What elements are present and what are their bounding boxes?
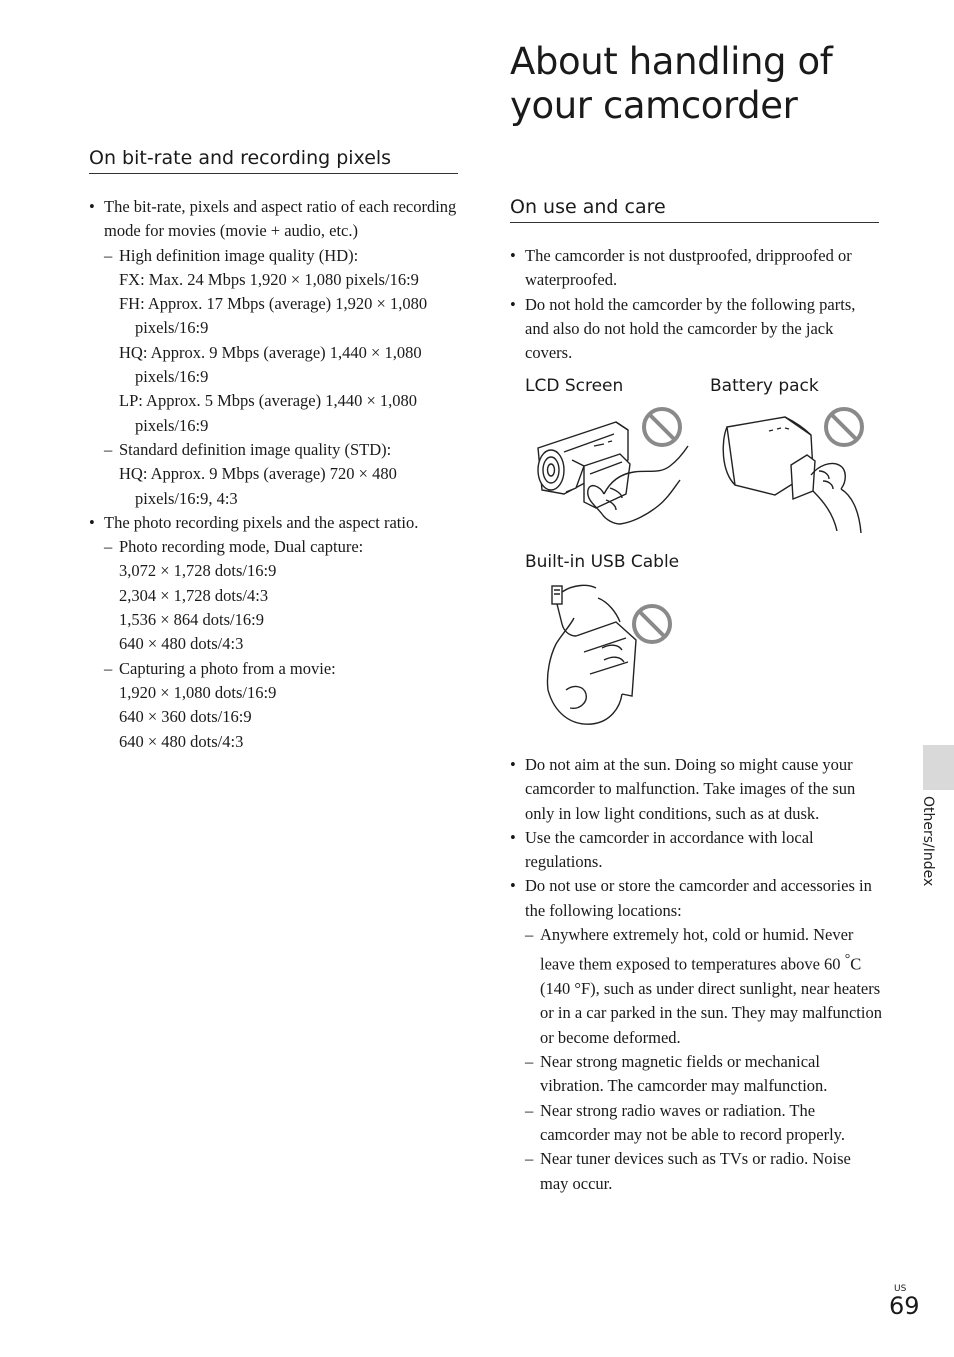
list-item: [89, 511, 461, 754]
bit-rate-heading: On bit-rate and recording pixels: [89, 145, 458, 174]
list-item: • The camcorder is not dustproofed, dripproofed or waterproofed.: [510, 244, 880, 293]
hot-cold-text-a: Anywhere extremely hot, cold or humid. Never leave them exposed to temperatures above 60: [540, 925, 854, 974]
movie-line: 1,920 × 1,080 dots/16:9: [119, 682, 277, 702]
list-item: [104, 657, 461, 754]
list-item: [104, 244, 461, 438]
bit-rate-bullet-text: The bit-rate, pixels and aspect ratio of each recording mode for movies (movie + audio, etc.): [104, 197, 457, 241]
sub-list: [104, 535, 461, 754]
list-item: [89, 195, 461, 511]
photo-line: 640 × 480 dots/4:3: [119, 634, 244, 654]
battery-pack-label: Battery pack: [710, 376, 819, 396]
hd-line: FH: Approx. 17 Mbps (average) 1,920 × 1,080 pixels/16:9: [119, 294, 428, 338]
list-item: [104, 535, 461, 656]
list-item: – Near strong magnetic fields or mechanical vibration. The camcorder may malfunction.: [525, 1050, 882, 1099]
hd-line: FX: Max. 24 Mbps 1,920 × 1,080 pixels/16:9: [119, 269, 419, 289]
region-label: US: [894, 1284, 907, 1294]
list-item: – Near strong radio waves or radiation. The camcorder may not be able to record properly.: [525, 1099, 882, 1148]
list-item: • Do not aim at the sun. Doing so might cause your camcorder to malfunction. Take images of the sun only in low light conditions, such as at dusk.: [510, 753, 882, 826]
list-item: [525, 923, 882, 1050]
photo-line: 1,536 × 864 dots/16:9: [119, 610, 264, 630]
use-care-list-top: [510, 244, 880, 365]
prohibited-icon: [630, 602, 674, 646]
photo-bullet-text: The photo recording pixels and the aspect ratio.: [104, 512, 419, 532]
lcd-screen-label: LCD Screen: [525, 376, 624, 396]
movie-line: 640 × 480 dots/4:3: [119, 731, 244, 751]
use-care-list-bottom: [510, 753, 882, 1196]
photo-line: 2,304 × 1,728 dots/4:3: [119, 585, 269, 605]
list-item: [104, 438, 461, 511]
page-title-line-1: About handling of: [510, 40, 833, 83]
storage-bullet-text: Do not use or store the camcorder and accessories in the following locations:: [525, 876, 872, 920]
list-item: [510, 874, 882, 1195]
list-item: • Do not hold the camcorder by the following parts, and also do not hold the camcorder by the jack covers.: [510, 293, 880, 366]
prohibited-icon: [640, 405, 684, 449]
page-title-line-2: your camcorder: [510, 84, 798, 127]
prohibited-icon: [822, 405, 866, 449]
section-tab-label: Others/Index: [920, 796, 936, 887]
sub-list: [525, 923, 882, 1196]
usb-cable-label: Built-in USB Cable: [525, 552, 680, 572]
movie-title: Capturing a photo from a movie:: [119, 658, 336, 678]
hot-cold-text-b: C (140 °F), such as under direct sunlight, near heaters or in a car parked in the sun. They may malfunction or become deformed.: [540, 954, 882, 1047]
std-title: Standard definition image quality (STD):: [119, 439, 392, 459]
section-tab-marker: [923, 745, 954, 790]
usb-cable-illustration: [540, 578, 690, 728]
bit-rate-list: [89, 195, 461, 754]
photo-title: Photo recording mode, Dual capture:: [119, 537, 364, 557]
hd-line: LP: Approx. 5 Mbps (average) 1,440 × 1,080 pixels/16:9: [119, 391, 418, 435]
list-item: • Use the camcorder in accordance with local regulations.: [510, 826, 882, 875]
movie-line: 640 × 360 dots/16:9: [119, 707, 252, 727]
degree-symbol: °: [844, 951, 851, 967]
hd-line: HQ: Approx. 9 Mbps (average) 1,440 × 1,080 pixels/16:9: [119, 342, 422, 387]
std-line: HQ: Approx. 9 Mbps (average) 720 × 480 pixels/16:9, 4:3: [119, 464, 397, 508]
page-number: 69: [889, 1292, 920, 1320]
hd-title: High definition image quality (HD):: [119, 245, 359, 265]
page-title: [510, 40, 832, 128]
sub-list: [104, 244, 461, 511]
photo-line: 3,072 × 1,728 dots/16:9: [119, 561, 277, 581]
use-care-heading: On use and care: [510, 194, 879, 223]
list-item: – Near tuner devices such as TVs or radio. Noise may occur.: [525, 1147, 882, 1196]
